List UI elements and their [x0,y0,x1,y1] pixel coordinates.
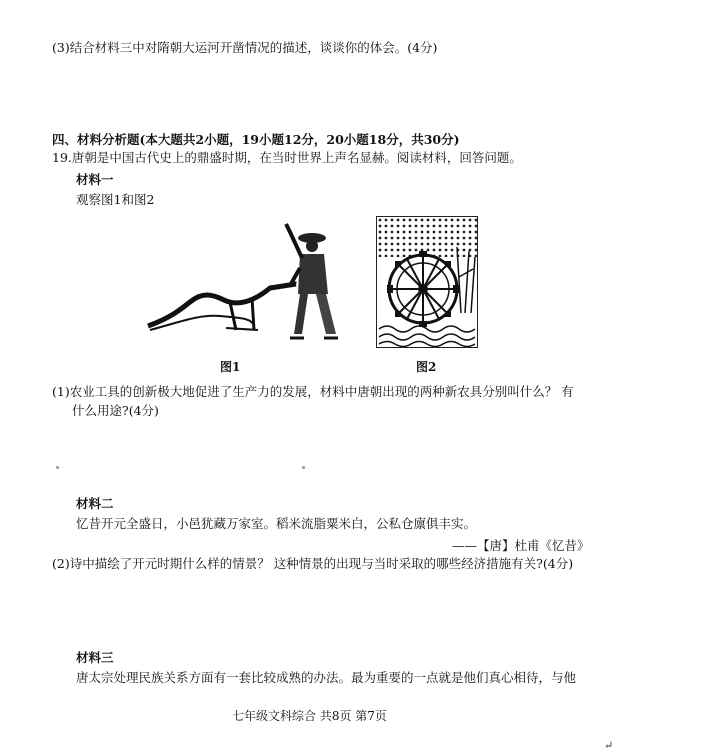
question-19-intro: 19.唐朝是中国古代史上的鼎盛时期，在当时世界上声名显赫。阅读材料，回答问题。 [52,150,522,165]
question-3-text: (3)结合材料三中对隋朝大运河开凿情况的描述，谈谈你的体会。(4分) [52,40,438,55]
material-1-label: 材料一 [76,172,114,187]
page-footer: 七年级文科综合 共8页 第7页 [232,709,387,723]
return-arrow-icon: ↵ [604,739,614,752]
material-1-instruction: 观察图1和图2 [76,192,155,207]
question-2-text: (2)诗中描绘了开元时期什么样的情景？ 这种情景的出现与当时采取的哪些经济措施有关?(4分) [52,556,574,571]
material-3-text: 唐太宗处理民族关系方面有一套比较成熟的办法。最为重要的一点就是他们真心相待，与他 [76,670,577,685]
question-1-line-1: (1)农业工具的创新极大地促进了生产力的发展，材料中唐朝出现的两种新农具分别叫什么？ 有 [52,384,574,399]
material-2-label: 材料二 [76,496,114,511]
section-4-heading: 四、材料分析题(本大题共2小题，19小题12分，20小题18分，共30分) [52,132,460,147]
material-2-poem: 忆昔开元全盛日，小邑犹藏万家室。稻米流脂粟米白，公私仓廪俱丰实。 [76,516,477,531]
material-3-label: 材料三 [76,650,114,665]
figure-2-caption: 图2 [416,360,437,374]
scan-speck [56,466,59,469]
scan-speck [302,466,305,469]
figure-1-plough-illustration [140,218,340,346]
question-1-line-2: 什么用途?(4分) [72,403,159,418]
figure-2-water-wheel-illustration [376,216,478,348]
material-2-source: ——【唐】杜甫《忆昔》 [452,538,590,553]
figure-1-caption: 图1 [220,360,241,374]
